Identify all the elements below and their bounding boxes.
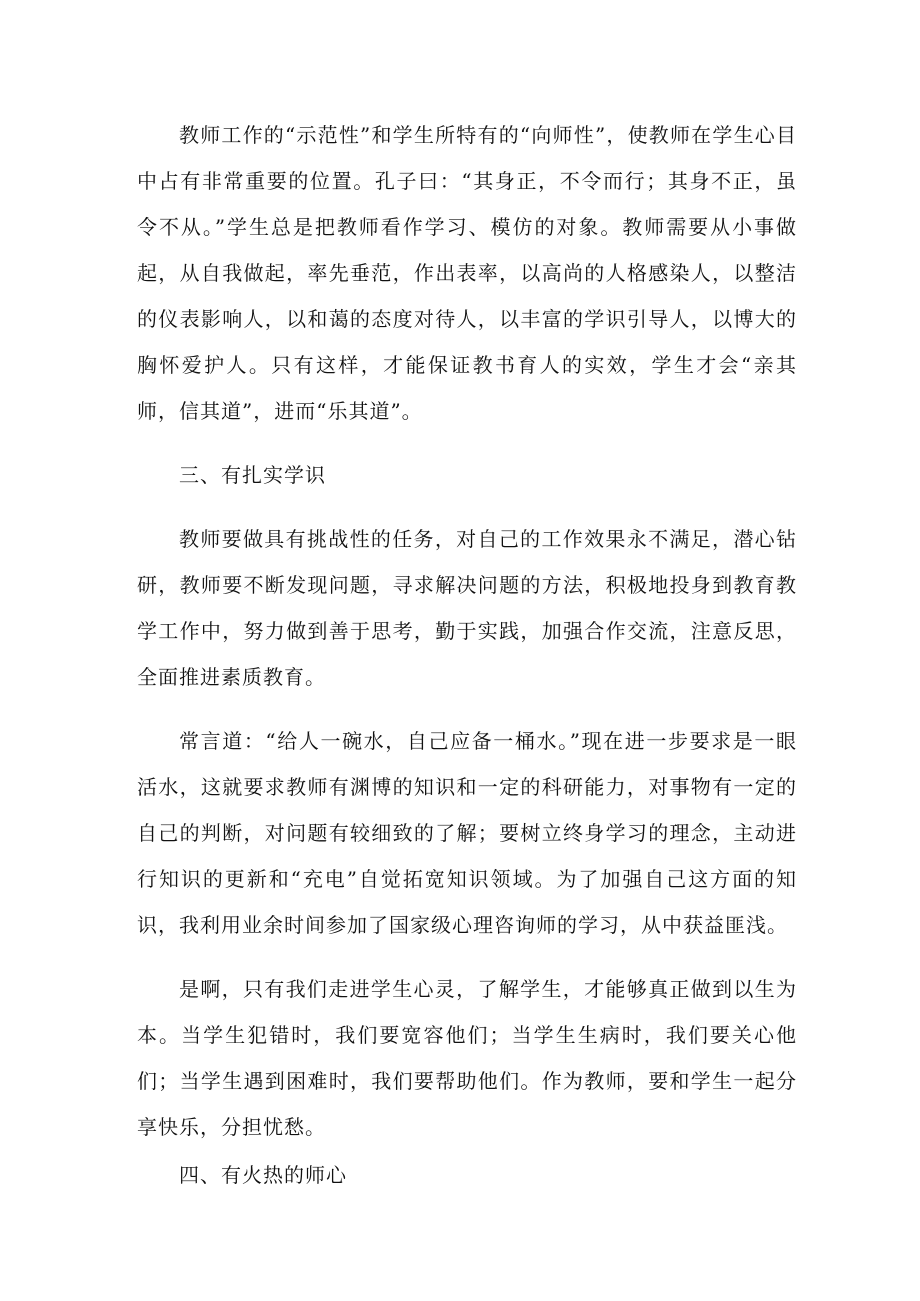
document-body [137,112,797,1198]
paragraph-challenging-tasks: 教师要做具有挑战性的任务，对自己的工作效果永不满足，潜心钻研，教师要不断发现问题，寻求解决问题的方法，积极地投身到教育教学工作中，努力做到善于思考，勤于实践，加强合作交流，注意反思，全面推进素质教育。 [137,527,797,689]
paragraph-role-model: 教师工作的“示范性”和学生所特有的“向师性”，使教师在学生心目中占有非常重要的位置。孔子曰：“其身正，不令而行；其身不正，虽令不从。”学生总是把教师看作学习、模仿的对象。教师需要从小事做起，从自我做起，率先垂范，作出表率，以高尚的人格感染人，以整洁的仪表影响人，以和蔼的态度对待人，以丰富的学识引导人，以博大的胸怀爱护人。只有这样，才能保证教书育人的实效，学生才会“亲其师，信其道”，进而“乐其道”。 [137,123,797,423]
paragraph-bucket-of-water: 常言道：“给人一碗水，自己应备一桶水。”现在进一步要求是一眼活水，这就要求教师有渊博的知识和一定的科研能力，对事物有一定的自己的判断，对问题有较细致的了解；要树立终身学习的理念，主动进行知识的更新和“充电”自觉拓宽知识领域。为了加强自己这方面的知识，我利用业余时间参加了国家级心理咨询师的学习，从中获益匪浅。 [137,729,797,937]
section-heading-passionate-heart: 四、有火热的师心 [179,1163,347,1187]
paragraph-student-centered: 是啊，只有我们走进学生心灵，了解学生，才能够真正做到以生为本。当学生犯错时，我们要宽容他们；当学生生病时，我们要关心他们；当学生遇到困难时，我们要帮助他们。作为教师，要和学生一起分享快乐，分担忧愁。 [137,977,797,1139]
section-heading-solid-knowledge: 三、有扎实学识 [179,463,326,487]
